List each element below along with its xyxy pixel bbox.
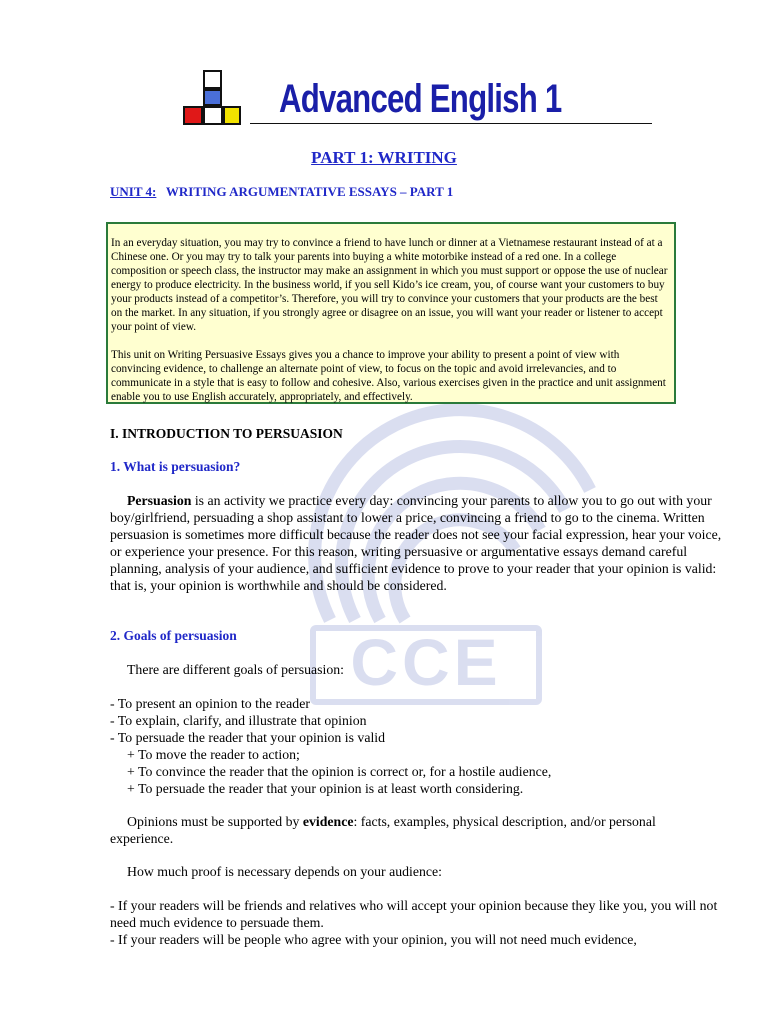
logo-square-blue <box>203 89 222 106</box>
audience-item-2: - If your readers will be people who agree with your opinion, you will not need much evidence, <box>110 932 637 947</box>
evidence-text <box>110 813 722 847</box>
subheading-what-is-persuasion: 1. What is persuasion? <box>110 459 241 474</box>
logo-square-white-top <box>203 70 222 89</box>
subheading-goals: 2. Goals of persuasion <box>110 628 237 643</box>
evidence-term: evidence <box>302 814 354 829</box>
list-item: - To present an opinion to the reader <box>110 696 310 711</box>
section-heading: I. INTRODUCTION TO PERSUASION <box>110 426 343 441</box>
audience-item-1: - If your readers will be friends and relatives who will accept your opinion because they like you, you will not need much evidence to persuade them. <box>110 898 718 930</box>
persuasion-paragraph <box>110 492 722 594</box>
evidence-pre: Opinions must be supported by <box>127 814 303 829</box>
proof-lead <box>110 863 722 880</box>
unit-spacer <box>160 184 163 199</box>
logo-square-white <box>203 106 223 125</box>
intro-box <box>106 222 676 404</box>
intro-paragraph-2: This unit on Writing Persuasive Essays gives you a chance to improve your ability to present a point of view with convincing evidence, to challenge an alternate point of view, to focus on the topic and avoid irrelevancies, and to communicate in a style that is easy to follow and cohesive. Also, various exercises given in the practice and unit assignment enable you to use English accurately, appropriately, and effectively. <box>111 349 666 403</box>
logo-square-red <box>183 106 203 125</box>
persuasion-term: Persuasion <box>127 493 192 508</box>
part-title: PART 1: WRITING <box>311 148 457 167</box>
course-banner <box>183 60 653 126</box>
banner-underline <box>250 123 652 124</box>
unit-label: UNIT 4: <box>110 184 157 199</box>
goals-list <box>110 695 722 797</box>
persuasion-text <box>110 492 722 594</box>
goals-lead-text: There are different goals of persuasion: <box>127 662 344 677</box>
list-item: - To explain, clarify, and illustrate that opinion <box>110 713 367 728</box>
evidence-post: : facts, examples, physical description, and/or personal experience. <box>110 814 656 846</box>
list-item: + To persuade the reader that your opinion is at least worth considering. <box>127 781 524 796</box>
list-item: + To convince the reader that the opinion is correct or, for a hostile audience, <box>127 764 552 779</box>
goals-items <box>110 695 722 797</box>
proof-lead-text: How much proof is necessary depends on your audience: <box>127 864 442 879</box>
goals-lead <box>110 661 722 678</box>
persuasion-body: is an activity we practice every day: convincing your parents to allow you to go out with your boy/girlfriend, persuading a shop assistant to lower a price, convincing a friend to go to the cinema. Written persuasion is sometimes more difficult because the reader does not see your facial expression, hear your voice, or experience your presence. For this reason, writing persuasive or argumentative essays demand careful planning, analysis of your audience, and sufficient evidence to prove to your reader that your opinion is valid: that is, your opinion is worthwhile and should be considered. <box>110 493 722 593</box>
evidence-paragraph <box>110 813 722 847</box>
list-item: + To move the reader to action; <box>127 747 300 762</box>
unit-name: WRITING ARGUMENTATIVE ESSAYS – PART 1 <box>165 184 454 199</box>
banner-title: Advanced English 1 <box>279 77 562 121</box>
logo-square-yellow <box>223 106 241 125</box>
unit-title <box>110 184 453 200</box>
audience-list <box>110 897 722 948</box>
watermark-text: CCE <box>350 625 502 699</box>
intro-paragraph-1: In an everyday situation, you may try to convince a friend to have lunch or dinner at a Vietnamese restaurant instead of at a Chinese one. Or you may try to talk your parents into buying a white motorbike instead of a red one. In a college composition or speech class, the instructor may make an assignment in which you must support or oppose the use of nuclear energy to produce electricity. In the business world, if you sell Kido’s ice cream, you, of course want your customers to buy your products instead of a competitor’s. Therefore, you will try to convince your customers that your products are the best on the market. In any situation, if you strongly agree or disagree on an issue, you will want your reader or listener to accept your point of view. <box>111 237 668 333</box>
list-item: - To persuade the reader that your opinion is valid <box>110 730 386 745</box>
